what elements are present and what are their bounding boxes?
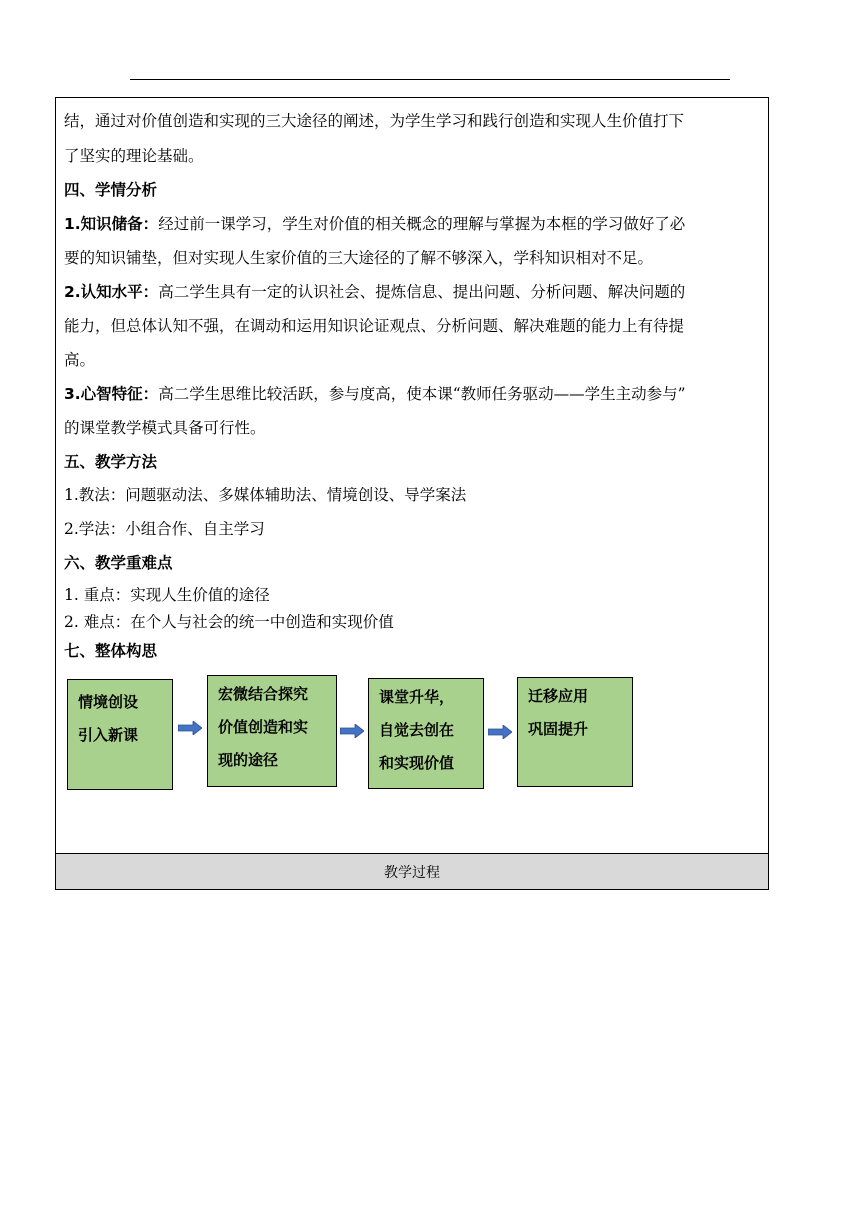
flow-box-line: 价值创造和实 (218, 718, 309, 736)
heading-teaching-methods: 五、教学方法 (64, 453, 158, 471)
heading-student-analysis: 四、学情分析 (64, 181, 158, 199)
flow-box-line: 引入新课 (78, 726, 139, 744)
paragraph-line: 要的知识铺垫，但对实现人生家价值的三大途径的了解不够深入，学科知识相对不足。 (64, 249, 654, 267)
heading-overall-design: 七、整体构思 (64, 642, 158, 660)
arrow-right-icon (340, 724, 364, 738)
cognitive-level-text: 高二学生具有一定的认识社会、提炼信息、提出问题、分析问题、解决问题的 (158, 283, 686, 301)
mental-traits-line (64, 383, 770, 405)
method-line: 2.学法：小组合作、自主学习 (64, 520, 265, 538)
heading-key-points: 六、教学重难点 (64, 554, 173, 572)
flow-box-line: 宏微结合探究 (218, 685, 309, 703)
mental-traits-text: 高二学生思维比较活跃，参与度高，使本课“教师任务驱动——学生主动参与” (158, 385, 686, 403)
paragraph-line: 高。 (64, 351, 96, 369)
flow-box-1 (67, 679, 173, 790)
cognitive-level-line (64, 281, 770, 303)
flow-box-2 (207, 675, 337, 787)
header-rule (130, 79, 730, 80)
paragraph-line: 结，通过对价值创造和实现的三大途径的阐述，为学生学习和践行创造和实现人生价值打下 (64, 112, 685, 130)
difficult-point-line: 2. 难点：在个人与社会的统一中创造和实现价值 (64, 613, 394, 631)
flow-box-line: 情境创设 (78, 693, 139, 711)
paragraph-line: 的课堂教学模式具备可行性。 (64, 419, 266, 437)
flow-box-line: 巩固提升 (528, 720, 589, 738)
knowledge-reserve-line (64, 213, 770, 235)
cognitive-level-label: 2.认知水平： (64, 283, 159, 301)
flow-box-line: 迁移应用 (528, 687, 589, 705)
flow-box-3 (368, 678, 484, 789)
flow-box-line: 自觉去创在 (379, 721, 455, 739)
paragraph-line: 了坚实的理论基础。 (64, 147, 204, 165)
section-footer-row (56, 853, 768, 889)
flow-box-line: 现的途径 (218, 751, 279, 769)
flow-box-line: 和实现价值 (379, 754, 455, 772)
section-footer-label: 教学过程 (384, 864, 440, 881)
arrow-right-icon (488, 725, 512, 739)
knowledge-reserve-label: 1.知识储备： (64, 215, 159, 233)
key-point-line: 1. 重点：实现人生价值的途径 (64, 586, 270, 604)
mental-traits-label: 3.心智特征： (64, 385, 159, 403)
knowledge-reserve-text: 经过前一课学习，学生对价值的相关概念的理解与掌握为本框的学习做好了必 (158, 215, 686, 233)
flow-box-line: 课堂升华， (379, 688, 455, 706)
method-line: 1.教法：问题驱动法、多媒体辅助法、情境创设、导学案法 (64, 486, 467, 504)
arrow-right-icon (178, 721, 202, 735)
paragraph-line: 能力，但总体认知不强，在调动和运用知识论证观点、分析问题、解决难题的能力上有待提 (64, 317, 685, 335)
flow-box-4 (517, 677, 633, 787)
